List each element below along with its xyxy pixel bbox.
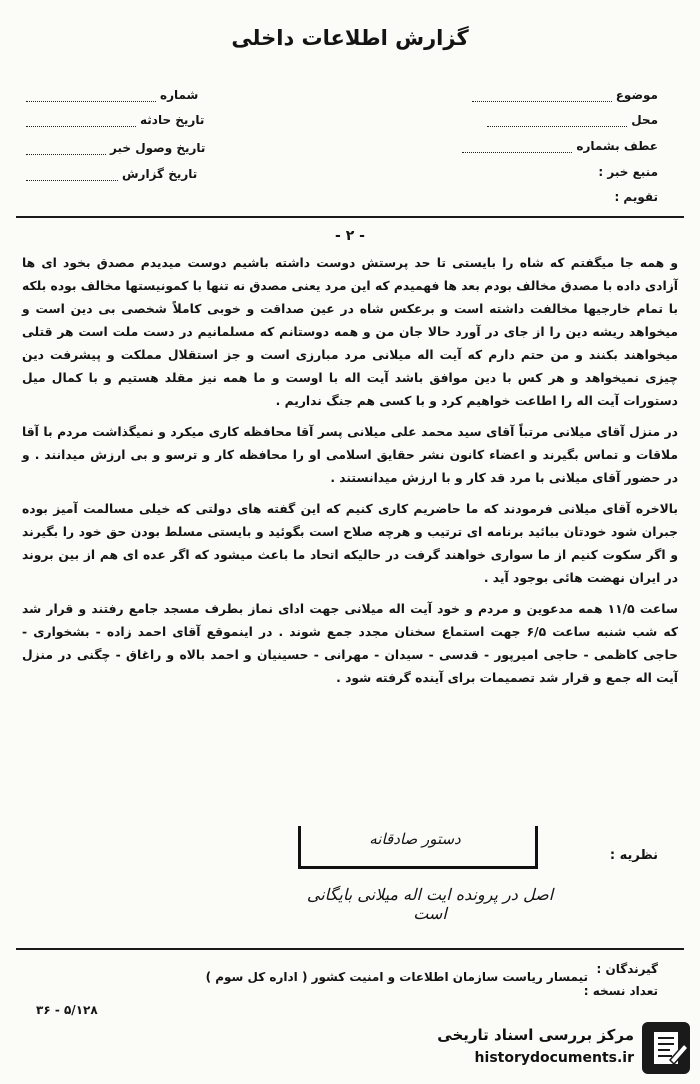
handwritten-note: اصل در پرونده ایت اله میلانی بایگانی است [306, 885, 554, 923]
field-tarikh-havadeseh: تاریخ حادثه [26, 113, 204, 127]
watermark-url[interactable]: historydocuments.ir [474, 1050, 634, 1066]
stamp-text: دستور صادقانه [369, 830, 461, 848]
report-body [22, 252, 678, 698]
field-mozu: موضوع [472, 88, 658, 102]
field-tarikh-gozaresh: تاریخ گزارش [26, 167, 197, 181]
field-atf: عطف بشماره [462, 139, 658, 153]
body-paragraph-3: بالاخره آقای میلانی فرمودند که ما حاضریم کاری کنیم که این گفته های دولتی که خیلی مسالمت آمیز بوده جبران شود خودتان ببائید برنامه ای ترتیب و هرچه صلاح است بگوئید و بایستی مسلط بودن حق خود را بگیرند و اگر سکوت کنیم از ما سواری خواهند گرفت در حالیکه اتحاد ما باعث میشود که اگر عده ای هم از بین بروند در ایران نهضت هائی بوجود آید . [22, 502, 678, 585]
page-number: - ۲ - [335, 228, 365, 244]
field-mahal: محل [487, 113, 658, 127]
field-manba: منبع خبر : [598, 165, 658, 179]
body-paragraph-4: ساعت ۱۱/۵ همه مدعوین و مردم و خود آیت اله میلانی جهت ادای نماز بطرف مسجد جامع رفتند و قرار شد که شب شنبه ساعت ۶/۵ جهت استماع سخنان مجدد جمع شوند . در اینموقع آقای احمد زاده - بشخواری - حاجی کاظمی - حاجی امیرپور - قدسی - سیدان - مهرانی - حسینیان و احمد بالاه و راغاق - چگنی در منزل آیت اله جمع و قرار شد تصمیمات برای آینده گرفته شود . [22, 602, 678, 685]
document-archive-icon [640, 1020, 692, 1076]
field-tarikh-vosul: تاریخ وصول خبر [26, 141, 205, 155]
watermark-logo[interactable] [408, 1016, 698, 1082]
header-divider [16, 216, 684, 218]
report-title: گزارش اطلاعات داخلی [231, 26, 469, 50]
copies-label: تعداد نسخه : [583, 984, 658, 998]
footer-divider [16, 948, 684, 950]
opinion-label: نظریه : [609, 848, 658, 863]
body-paragraph-2: در منزل آقای میلانی مرتباً آقای سید محمد علی میلانی پسر آقا محافظه کاری میکرد و نمیگذاشت مردم با آقا ملاقات و تماس بگیرند و اعضاء کانون نشر حقایق اسلامی او را محافظه کار و ترسو و بی ارزش میدانند . و در حضور آقای میلانی با مرد قد کار و با ارزش میدانستند . [22, 425, 678, 485]
recipients-text: تیمسار ریاست سازمان اطلاعات و امنیت کشور ( اداره کل سوم ) [205, 970, 588, 984]
body-paragraph-1: و همه جا میگفتم که شاه را بایستی تا حد پرستش دوست داشته باشیم دوست میدیدم مصدق بخود ای ها آزادی داده با مصدق مخالف بودم بعد ها فهمیدم که این مرد یعنی مصدق نه تنها با کمونیستها مخالف بوده بلکه با تمام خارجیها مخالفت داشته است و برعکس شاه در عین صداقت و خوبی کاملاً شخصی بی دین است و میخواهد ریشه دین را از جای در آورد حالا جان من و همه دوستانم که مسلمانیم در دست ملت است هر قتلی میخواهند بکنند و من حتم دارم که آیت اله میلانی مرد مبارزی است و جز استقلال مملکت و پیشرفت دین چیزی نمیخواهد و هر کس با دین موافق باشد آیت اله با اوست و ما همه نیز مقلد هستیم و با کمال میل دستورات آیت اله را اطاعت خواهیم کرد و با کسی هم جنگ نداریم . [22, 256, 678, 408]
recipients-label: گیرندگان : [596, 962, 658, 976]
field-shomareh: شماره [26, 88, 198, 102]
document-number: ۳۶ - ۵/۱۲۸ [36, 1003, 98, 1017]
field-taghvim: تقویم : [614, 190, 658, 204]
watermark-title: مرکز بررسی اسناد تاریخی [437, 1026, 634, 1044]
